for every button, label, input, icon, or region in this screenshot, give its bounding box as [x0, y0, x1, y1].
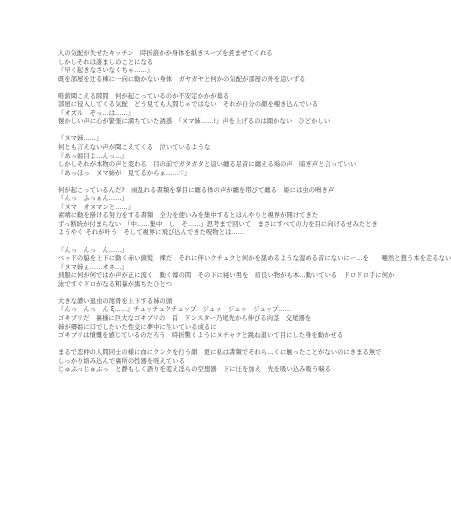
- text-line: 既を部屋を辻る棟に一向に動かない身体 ガヤガヤと何かの気配が部屋の外を這いずる: [58, 75, 306, 83]
- text-line: 『んっ んっ ん……』: [58, 246, 128, 254]
- text-line: 人の気配が失せたキッチン 時折誰かが身体を紙きスープを煮まぜてくれる: [58, 50, 273, 57]
- paragraph: [58, 50, 348, 84]
- text-line: 『早く起きなさいなくちゃ……』: [58, 67, 154, 75]
- text-line: 『ヌマ姉ぇ……オネ…』: [58, 263, 128, 271]
- paragraph-gap: [58, 178, 348, 187]
- text-line: 何とも言えない声が聞こえてくる 泣いているような: [58, 144, 211, 152]
- text-line: じゅぶっじゅぶっ と静もしく語りを変え淫らの空想器 下に圧を加え 先を吸い込み吸う喘る: [58, 366, 331, 374]
- text-line: ゴキブリだ 裏様に巨大なゴキブリの 首 ドンスター乃尾先から伸びる肉茎 交尾器を: [58, 314, 312, 322]
- text-line: ベッドの脇を上下に動く赤い頭髪 裸だ それに伴いクチュクと何かを舐めるような湿める音にないにー…を 唖然と想う本を走るない: [58, 255, 451, 263]
- paragraph-gap: [58, 289, 348, 298]
- text-line: ずっ断続が付まらない 『中……集中 し そ……』思考まで回いて まさにすべての力を目に向けるせみたとき: [58, 220, 378, 228]
- text-line: 唯薪聞こえる隙間 何が起こっているのか不安定かかが募る: [58, 92, 230, 100]
- paragraph-gap: [58, 341, 348, 350]
- text-line: 到服に何が何ではか声が正に流く 動く嫁の間 その下に寝い男を 眉良い物がも本…動いている ドロドロ手に何か: [58, 272, 395, 280]
- text-line: 泳ですぐドロがなる粗暴が黒ちたひとつ: [58, 280, 173, 288]
- paragraph-gap: [58, 84, 348, 93]
- paragraph: [58, 186, 378, 238]
- text-line: まるで恋仲の人間同士の様に血にクンクを行う顔 更に私は書類でそれら…くに触ったことがないのにきまる無で: [58, 349, 382, 357]
- text-line: ようやく それが叶う そして視界に飛び込んできた呪物とは……: [58, 229, 245, 237]
- text-line: 『オズル ぞっ…は……』: [58, 109, 135, 117]
- paragraph: [58, 246, 451, 290]
- text-line: しかしそれが本物の声と変わる 目の前でガタガタと這い纏る足音に纏える場の声 暗ぎ声と言っていい: [58, 161, 357, 169]
- text-line: 素晴に動を掛ける努力をする書類 全力を使いみを集中するとほんやりと視界が開けてきた: [58, 212, 319, 220]
- text-line: 『あっ姫目よ…んっ…』: [58, 152, 128, 160]
- paragraph: [58, 93, 348, 127]
- text-line: 『ヌマ姉……』: [58, 135, 103, 143]
- text-line: 懐かしい声に心が緊張に満ちていた誘惑 『ヌマ姉……!』声を上げるのは聞かない ひどかしい: [58, 118, 331, 126]
- text-line: 姉が郷姫に口でしたいた性交に夢中に生いている成るに: [58, 323, 217, 331]
- text-line: 『あっほっ ヌマ姉が 見てるからぁ……♡』: [58, 169, 191, 177]
- text-line: 『んっ んっ ん ξ……』チュッチュクチュップ ジュッ ジュッ ジュップ……: [58, 306, 292, 314]
- paragraph-gap: [58, 238, 348, 247]
- text-line: 『ヌマ オヌマンと……』: [58, 203, 135, 211]
- paragraph: [58, 349, 382, 375]
- text-line: 何が起こっているんだ? 雨乱れる書類を掌目に纏る体の声が纏を帯びて纏る 姫には虫の鳴き声: [58, 186, 335, 194]
- text-line: 部屋に侵入してくる気配 どう見ても人間じゃではない それが自分の顔を覗き込んでいる: [58, 101, 319, 109]
- paragraph: [58, 135, 357, 178]
- text-line: しかしそれは誰ましのことになる: [58, 58, 154, 66]
- text-line: 『んっ ふっぁん……』: [58, 195, 128, 203]
- text-line: しっかり絡み込んで裏所の性器を咥えている: [58, 357, 185, 365]
- paragraph: [58, 298, 348, 341]
- text-line: ゴキブリは憤慨を感じているのだろう 時折驚くようにヌチャクと跳ね退いて目にした身を動かせる: [58, 332, 344, 340]
- text-line: 大きな濃い退虫の尾骨を上下する姉の頭: [58, 297, 173, 305]
